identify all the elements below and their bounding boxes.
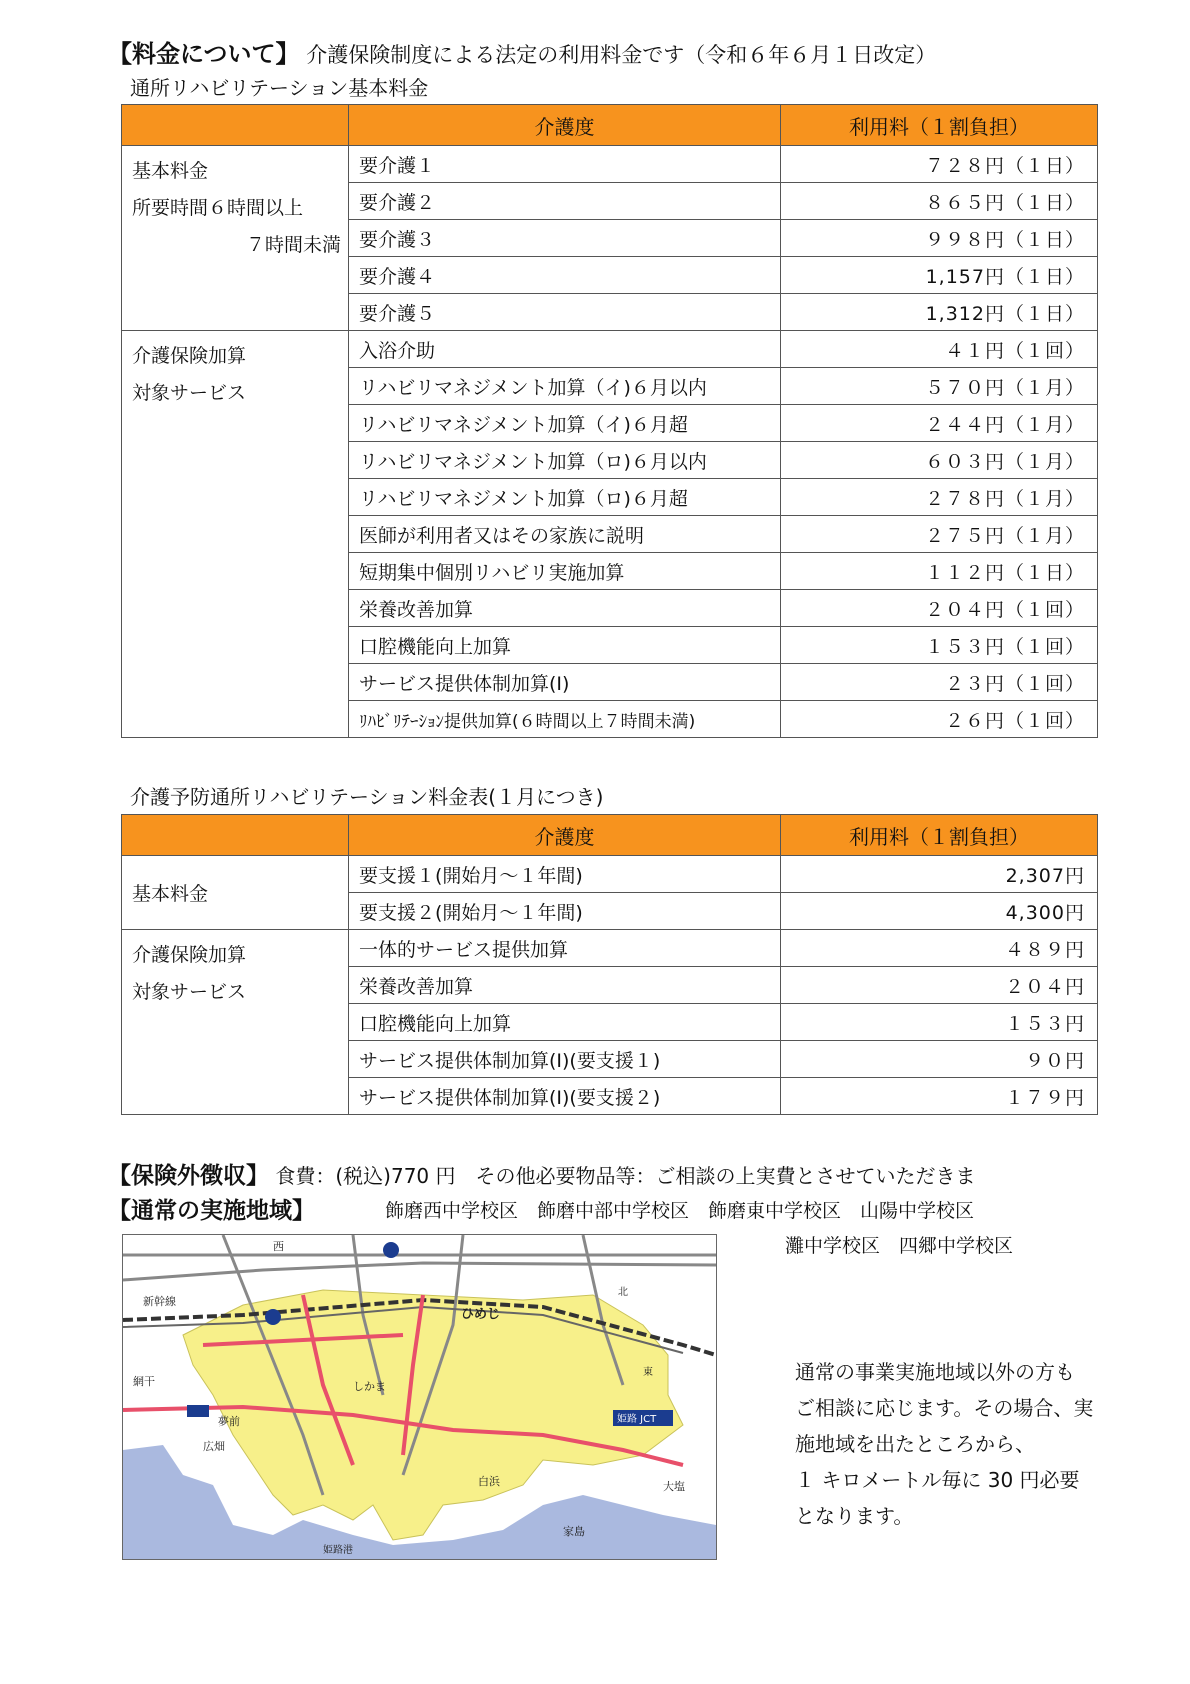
row-price: 1,157円（１日） [781,257,1098,294]
map-route-marker [383,1242,399,1258]
row-price: 2,307円 [781,856,1098,893]
row-label: 要介護４ [349,257,781,294]
map-label-himeji: ひめじ [461,1307,501,1322]
row-price: ６０３円（１月） [781,442,1098,479]
category-line: ７時間未満 [208,234,342,256]
row-price: ２３円（１回） [781,664,1098,701]
row-label: リハビリマネジメント加算（ロ)６月超 [349,479,781,516]
row-price: ５７０円（１月） [781,368,1098,405]
outside-area-note [795,1354,1105,1534]
preventive-fee-table [121,814,1098,1115]
row-label: 一体的サービス提供加算 [349,930,781,967]
table1-header-price: 利用料（１割負担） [781,105,1098,146]
row-label: 入浴介助 [349,331,781,368]
row-price: ４８９円 [781,930,1098,967]
extra-fees-title: 【保険外徴収】 [108,1163,269,1189]
row-label: ﾘﾊﾋﾞﾘﾃｰｼｮﾝ提供加算(６時間以上７時間未満) [349,701,781,738]
service-area-map [122,1234,717,1560]
table-row [122,930,1098,967]
table-row [122,856,1098,893]
row-label: 栄養改善加算 [349,967,781,1004]
map-route-marker [187,1405,209,1417]
row-price: ２６円（１回） [781,701,1098,738]
row-label: 要介護１ [349,146,781,183]
row-price: １１２円（１日） [781,553,1098,590]
table1-category-basic [122,146,349,331]
map-label-aboshi: 網干 [133,1375,155,1388]
row-label: サービス提供体制加算(Ⅰ)(要支援１) [349,1041,781,1078]
note-line: ご相談に応じます。その場合、実 [795,1396,1094,1420]
row-price: １７９円 [781,1078,1098,1115]
table2-header-blank [122,815,349,856]
row-price: １５３円 [781,1004,1098,1041]
note-line: １ キロメートル毎に 30 円必要 [795,1468,1080,1492]
table2-category-addon [122,930,349,1115]
row-price: ２７５円（１月） [781,516,1098,553]
row-label: リハビリマネジメント加算（イ)６月以内 [349,368,781,405]
service-area-line1: 飾磨西中学校区 飾磨中部中学校区 飾磨東中学校区 山陽中学校区 [385,1200,975,1222]
table2-header-level: 介護度 [349,815,781,856]
map-label-kasai: 家島 [563,1525,585,1538]
map-label-shikama: しかま [353,1380,386,1393]
map-label-hirohata: 広畑 [203,1440,225,1453]
row-price: ８６５円（１日） [781,183,1098,220]
row-label: 短期集中個別リハビリ実施加算 [349,553,781,590]
category-line: 基本料金 [132,160,209,182]
row-price: ２０４円（１回） [781,590,1098,627]
row-price: ４１円（１回） [781,331,1098,368]
category-line: 対象サービス [132,981,247,1003]
note-line: 通常の事業実施地域以外の方も [795,1360,1075,1384]
table2-category-basic: 基本料金 [122,856,349,930]
row-label: 要介護５ [349,294,781,331]
row-label: リハビリマネジメント加算（ロ)６月以内 [349,442,781,479]
row-label: 要介護３ [349,220,781,257]
map-label-yumesaki: 夢前 [218,1415,240,1428]
map-label-kita: 北 [618,1287,628,1298]
row-price: ９９８円（１日） [781,220,1098,257]
row-price: ２７８円（１月） [781,479,1098,516]
category-line: 介護保険加算 [132,944,247,966]
row-label: 要支援２(開始月～１年間) [349,893,781,930]
fee-heading [108,34,936,69]
map-graphic [123,1235,716,1559]
row-price: ９０円 [781,1041,1098,1078]
row-label: 要介護２ [349,183,781,220]
table2-header-row [122,815,1098,856]
table1-header-level: 介護度 [349,105,781,146]
row-label: 栄養改善加算 [349,590,781,627]
map-label-oshio: 大塩 [663,1480,685,1493]
row-label: サービス提供体制加算(Ⅰ) [349,664,781,701]
map-label-sakai: 西 [273,1240,284,1253]
map-label-shinkansen: 新幹線 [143,1295,176,1308]
basic-fee-table [121,104,1098,738]
map-label-junction: 姫路 JCT [617,1414,657,1425]
fee-heading-desc: 介護保険制度による法定の利用料金です（令和６年６月１日改定） [306,43,937,67]
note-line: となります。 [795,1504,914,1528]
table2-header-price: 利用料（１割負担） [781,815,1098,856]
row-label: サービス提供体制加算(Ⅰ)(要支援２) [349,1078,781,1115]
row-price: ７２８円（１日） [781,146,1098,183]
row-label: 医師が利用者又はその家族に説明 [349,516,781,553]
table1-title: 通所リハビリテーション基本料金 [130,76,429,100]
row-label: 口腔機能向上加算 [349,1004,781,1041]
table1-header-row [122,105,1098,146]
service-area-title: 【通常の実施地域】 [108,1198,315,1224]
table1-category-addon [122,331,349,738]
fee-heading-title: 【料金について】 [108,40,300,68]
table-row [122,331,1098,368]
row-price: １５３円（１回） [781,627,1098,664]
map-label-shirahama: 白浜 [478,1475,500,1488]
map-label-higashi: 東 [643,1367,653,1378]
row-price: 1,312円（１日） [781,294,1098,331]
extra-fees [108,1157,976,1190]
table2-title: 介護予防通所リハビリテーション料金表(１月につき) [130,785,604,809]
category-line: 対象サービス [132,382,247,404]
note-line: 施地域を出たところから、 [795,1432,1035,1456]
row-label: 口腔機能向上加算 [349,627,781,664]
table-row [122,146,1098,183]
extra-fees-text: 食費：(税込)770 円 その他必要物品等：ご相談の上実費とさせていただきま [275,1164,976,1188]
category-line: 所要時間６時間以上 [132,197,304,219]
row-label: 要支援１(開始月～１年間) [349,856,781,893]
table1-header-blank [122,105,349,146]
row-price: 4,300円 [781,893,1098,930]
map-route-marker [265,1309,281,1325]
service-area-line2: 灘中学校区 四郷中学校区 [785,1235,1014,1257]
row-price: ２４４円（１月） [781,405,1098,442]
row-label: リハビリマネジメント加算（イ)６月超 [349,405,781,442]
map-label-port: 姫路港 [323,1545,353,1556]
category-line: 介護保険加算 [132,345,247,367]
row-price: ２０４円 [781,967,1098,1004]
